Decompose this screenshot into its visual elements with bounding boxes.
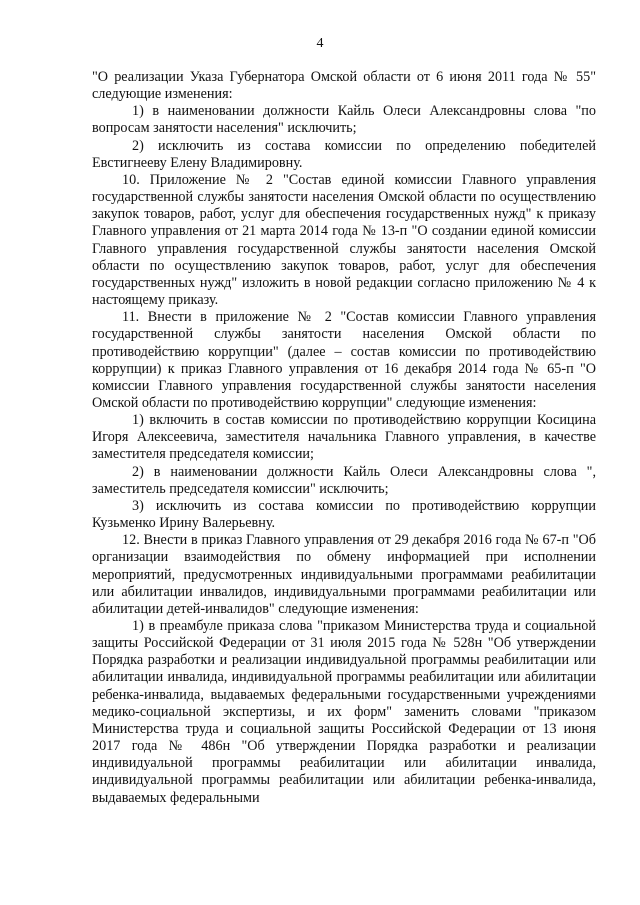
paragraph-item-11-sub-1: 1) включить в состав комиссии по противодействию коррупции Косицина Игоря Алексеевича, заместителя начальника Главного управления, в качестве заместителя председателя комиссии; <box>92 412 596 463</box>
paragraph-continuation: "О реализации Указа Губернатора Омской области от 6 июня 2011 года № 55" следующие изменения: <box>92 69 596 103</box>
paragraph-sub-item-2: 2) исключить из состава комиссии по определению победителей Евстигнееву Елену Владимировну. <box>92 137 596 171</box>
paragraph-item-11-sub-2: 2) в наименовании должности Кайль Олеси Александровны слова ", заместитель председателя комиссии" исключить; <box>92 463 596 497</box>
paragraph-item-11-sub-3: 3) исключить из состава комиссии по противодействию коррупции Кузьменко Ирину Валерьевну. <box>92 497 596 532</box>
paragraph-item-12: 12. Внести в приказ Главного управления от 29 декабря 2016 года № 67-п "Об организации взаимодействия по обмену информацией при исполнении мероприятий, предусмотренных индивидуальными программами реабилитации или абилитации инвалидов, индивидуальными программами реабилитации или абилитации детей-инвалидов" следующие изменения: <box>92 532 596 617</box>
paragraph-item-11: 11. Внести в приложение № 2 "Состав комиссии Главного управления государственной службы занятости населения Омской области по противодействию коррупции" (далее – состав комиссии по противодействию коррупции) к приказ Главного управления от 16 декабря 2014 года № 65-п "О комиссии Главного управления государственной службы занятости населения Омской области по противодействию коррупции" следующие изменения: <box>92 309 596 411</box>
paragraph-item-10: 10. Приложение № 2 "Состав единой комиссии Главного управления государственной службы занятости населения Омской области по осуществлению закупок товаров, работ, услуг для обеспечения государственных нужд" к приказу Главного управления от 21 марта 2014 года № 13-п "О создании единой комиссии Главного управления государственной службы занятости населения Омской области по осуществлению закупок товаров, работ, услуг для обеспечения государственных нужд" изложить в новой редакции согласно приложению № 4 к настоящему приказу. <box>92 171 596 309</box>
page-number: 4 <box>316 36 324 51</box>
document-body <box>92 69 596 807</box>
paragraph-sub-item-1: 1) в наименовании должности Кайль Олеси Александровны слова "по вопросам занятости населения" исключить; <box>92 103 596 137</box>
paragraph-item-12-sub-1: 1) в преамбуле приказа слова "приказом Министерства труда и социальной защиты Российской Федерации от 31 июля 2015 года № 528н "Об утверждении Порядка разработки и реализации индивидуальной программы реабилитации или абилитации инвалида, индивидуальной программы реабилитации или абилитации ребенка-инвалида, выдаваемых федеральными государственными учреждениями медико-социальной экспертизы, и их форм" заменить словами "приказом Министерства труда и социальной защиты Российской Федерации от 13 июня 2017 года № 486н "Об утверждении Порядка разработки и реализации индивидуальной программы реабилитации или абилитации инвалида, индивидуальной программы реабилитации или абилитации ребенка-инвалида, выдаваемых федеральными <box>92 618 596 806</box>
